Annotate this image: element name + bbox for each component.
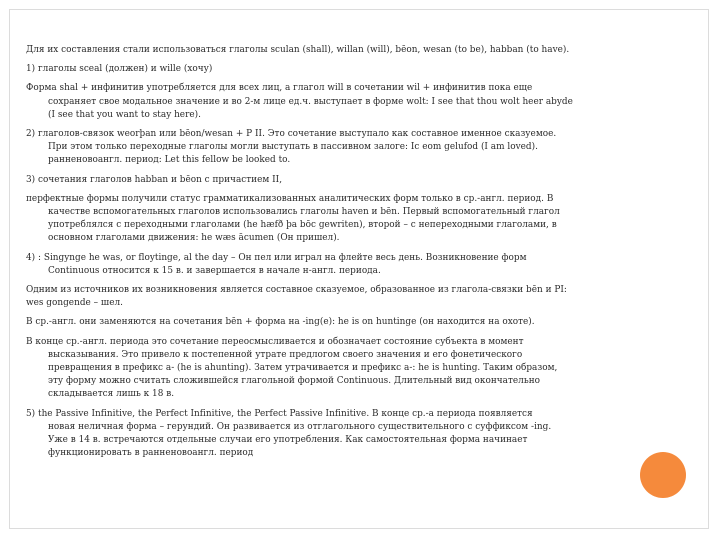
- paragraph-item-5: [26, 408, 686, 461]
- decorative-circle: [640, 452, 686, 498]
- paragraph-me-replacement: [26, 316, 686, 329]
- paragraph-source: [26, 284, 686, 310]
- paragraph-intro: [26, 44, 686, 57]
- paragraph-continuous: [26, 336, 686, 402]
- text-line: 3) сочетания глаголов habban и bēon с причастием II,: [26, 174, 283, 185]
- text-line: 2) глаголов-связок weorþan или bēon/wesan + P II. Это сочетание выступало как составное именное сказуемое.: [26, 129, 557, 140]
- text-line: ранненовоангл. период: Let this fellow be looked to.: [48, 155, 291, 166]
- text-line: Уже в 14 в. встречаются отдельные случаи его употребления. Как самостоятельная форма начинает: [48, 435, 528, 446]
- paragraph-shal-will: [26, 82, 686, 122]
- text-line: 5) the Passive Infinitive, the Perfect Infinitive, the Perfect Passive Infinitive. В конце ср.-а периода появляется: [26, 408, 533, 419]
- text-line: При этом только переходные глаголы могли выступать в пассивном залоге: Ic eom gelufod (I am loved).: [48, 142, 538, 153]
- text-line: Одним из источников их возникновения является составное сказуемое, образованное из глагола-связки bēn и PI:: [26, 285, 567, 296]
- text-line: Форма shal + инфинитив употребляется для всех лиц, а глагол will в сочетании wil + инфинитив пока еще: [26, 83, 533, 94]
- text-line: 1) глаголы sceal (должен) и wille (хочу): [26, 64, 213, 75]
- text-line: высказывания. Это привело к постепенной утрате предлогом своего значения и его фонетического: [48, 349, 523, 360]
- text-line: употреблялся с переходными глаголами (he hæfð þa bōc gewriten), второй – с непереходными глаголами, в: [48, 220, 557, 231]
- text-line: wes gongende – шел.: [26, 298, 123, 309]
- text-line: складывается лишь к 18 в.: [48, 389, 175, 400]
- text-line: основном глаголами движения: he wæs ācumen (Он пришел).: [48, 233, 340, 244]
- text-line: 4) : Singynge he was, or floytinge, al the day – Он пел или играл на флейте весь день. Возникновение форм: [26, 252, 527, 263]
- text-line: превращения в префикс а- (he is ahunting). Затем утрачивается и префикс а-: he is hunting. Таким образом,: [48, 363, 558, 374]
- text-line: новая неличная форма – герундий. Он развивается из отглагольного существительного с суффиксом -ing.: [48, 421, 552, 432]
- paragraph-perfect: [26, 193, 686, 246]
- text-line: Для их составления стали использоваться глаголы sculan (shall), willan (will), bēon, wesan (to be), habban (to have).: [26, 45, 570, 55]
- text-line: В ср.-англ. они заменяются на сочетания bēn + форма на -ing(e): he is on huntinge (он находится на охоте).: [26, 317, 535, 328]
- text-line: В конце ср.-англ. периода это сочетание переосмысливается и обозначает состояние субъекта в момент: [26, 336, 524, 347]
- text-line: функционировать в ранненовоангл. период: [48, 448, 254, 459]
- text-line: эту форму можно считать сложившейся глагольной формой Continuous. Длительный вид окончательно: [48, 376, 540, 387]
- text-line: Continuous относится к 15 в. и завершается в начале н-англ. периода.: [48, 265, 381, 276]
- text-line: качестве вспомогательных глаголов использовались глаголы haven и bēn. Первый вспомогательный глагол: [48, 207, 560, 218]
- text-line: сохраняет свое модальное значение и во 2-м лице ед.ч. выступает в форме wolt: I see that thou wolt heer abyde: [48, 96, 573, 107]
- paragraph-item-3: [26, 174, 686, 187]
- paragraph-item-1: [26, 63, 686, 76]
- paragraph-item-2: [26, 128, 686, 168]
- paragraph-item-4: [26, 252, 686, 278]
- text-line: (I see that you want to stay here).: [48, 109, 201, 120]
- slide-content: [26, 44, 686, 466]
- text-line: перфектные формы получили статус грамматикализованных аналитических форм только в ср.-англ. период. В: [26, 193, 554, 204]
